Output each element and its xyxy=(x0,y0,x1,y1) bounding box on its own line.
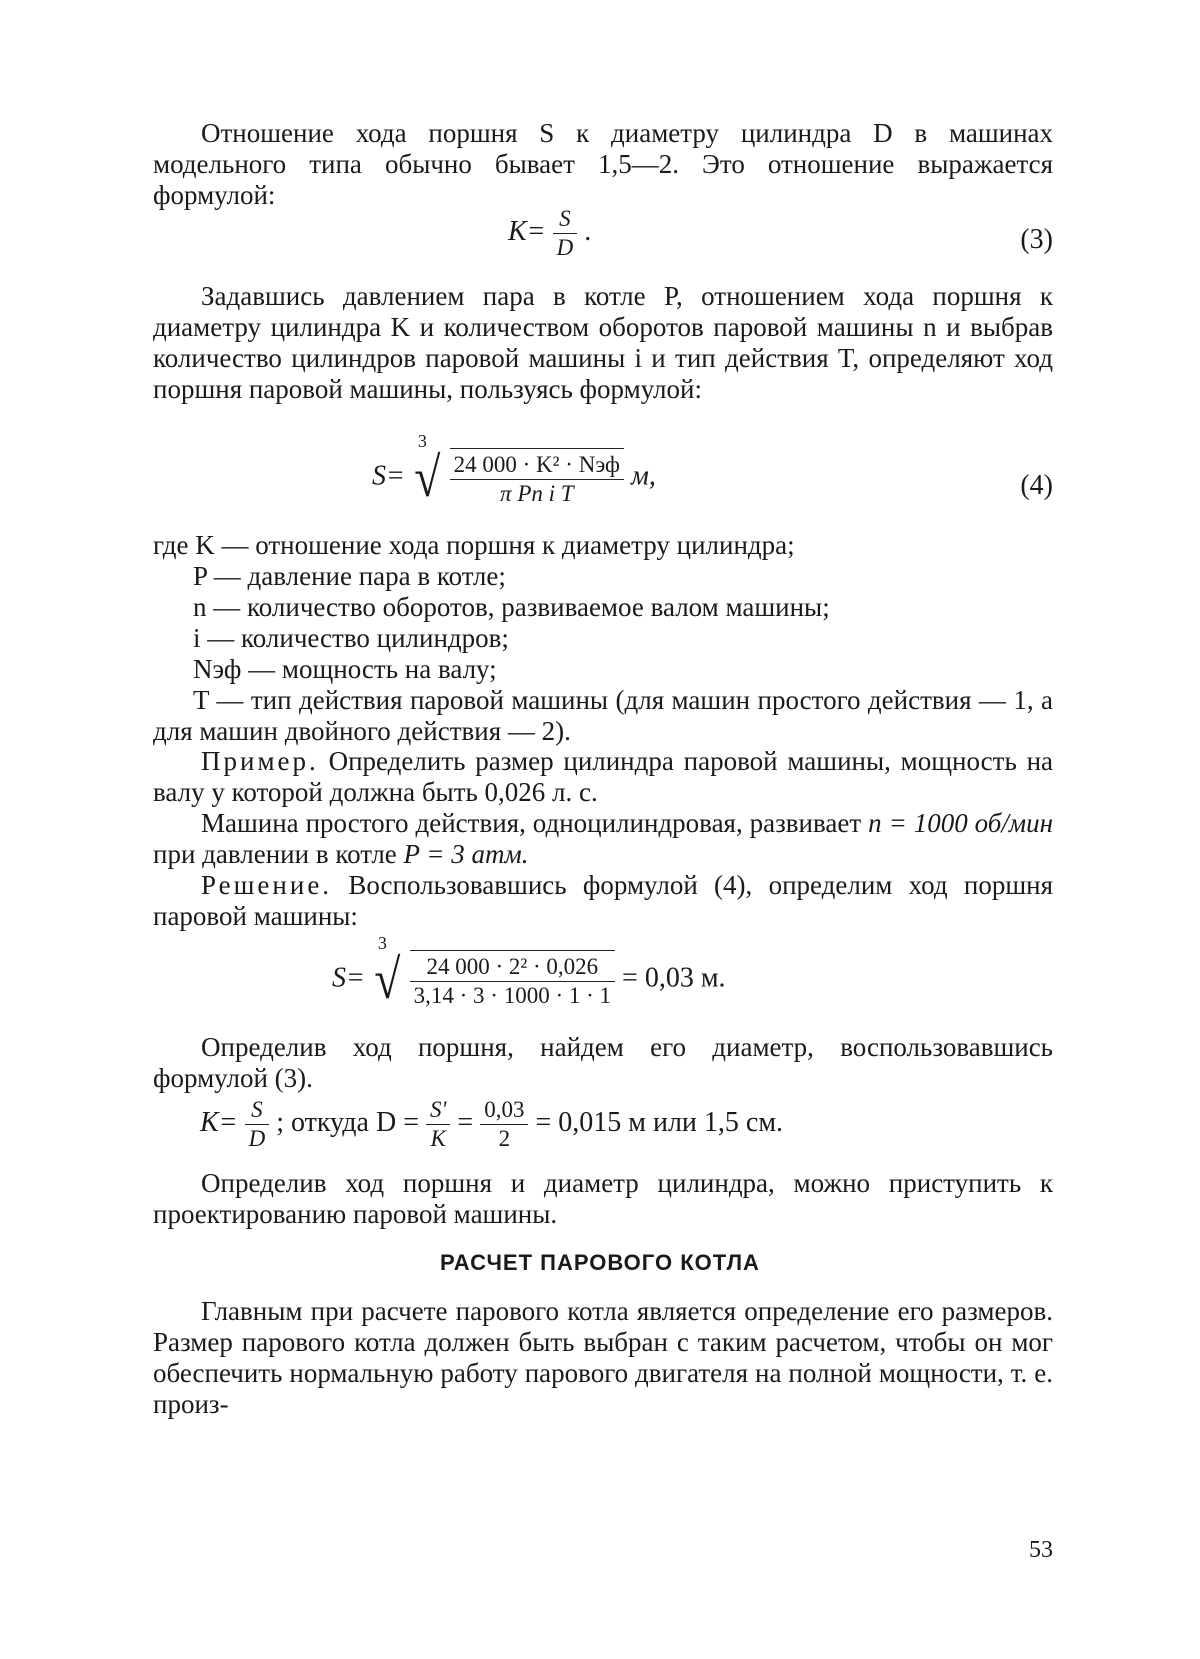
calc-lhs: S= xyxy=(332,962,365,994)
pressure-value: P = 3 атм. xyxy=(403,839,529,869)
definition-i: i — количество цилиндров; xyxy=(193,623,509,653)
formula-diameter xyxy=(200,1096,783,1153)
calc-denominator: 3,14 · 3 · 1000 · 1 · 1 xyxy=(413,983,612,1008)
formula-3-numerator: S xyxy=(553,205,578,234)
definition-n: n — количество оборотов, развиваемое валом машины; xyxy=(193,592,830,622)
solution-text: Воспользовавшись формулой (4), определим ход поршня паровой машины: xyxy=(153,870,1054,931)
rpm-value: n = 1000 об/мин xyxy=(868,808,1054,838)
formula-3-lhs: K= xyxy=(508,215,546,247)
definition-nef: Nэф — мощность на валу; xyxy=(193,654,497,684)
formula-4-fraction xyxy=(450,451,624,508)
formula-4-unit: м, xyxy=(630,460,656,492)
paragraph-stroke-setup: Задавшись давлением пара в котле P, отношением хода поршня к диаметру цилиндра K и количеством оборотов паровой машины n и выбрав количество цилиндров паровой машины i и тип действия T, определяют ход поршня паровой машины, пользуясь формулой: xyxy=(153,281,1053,404)
diam-numerator-2: S' xyxy=(426,1096,450,1125)
solution-label: Решение. xyxy=(201,870,333,900)
page-number: 53 xyxy=(1029,1537,1053,1563)
formula-calculation xyxy=(332,933,726,1011)
formula-3-denominator: D xyxy=(556,235,574,260)
definition-p: P — давление пара в котле; xyxy=(193,561,506,591)
diam-denominator-2: K xyxy=(430,1126,446,1151)
formula-3-fraction xyxy=(553,205,578,262)
diam-numerator-1: S xyxy=(245,1096,270,1125)
diam-denominator-1: D xyxy=(248,1126,266,1151)
root-sign-icon: √ xyxy=(374,949,401,1011)
paragraph-diameter: Определив ход поршня, найдем его диаметр, воспользовавшись формулой (3). xyxy=(153,1032,1053,1093)
diam-result: = 0,015 м или 1,5 см. xyxy=(535,1106,784,1138)
definition-t: T — тип действия паровой машины (для машин простого действия — 1, а для машин двойного действия — 2). xyxy=(153,685,1053,746)
diam-fraction-1 xyxy=(245,1096,270,1153)
section-heading: РАСЧЕТ ПАРОВОГО КОТЛА xyxy=(440,1250,760,1275)
machine-text-2: при давлении в котле xyxy=(153,839,397,869)
formula-4-numerator: 24 000 · K² · Nэф xyxy=(450,451,624,480)
diam-fraction-2 xyxy=(426,1096,450,1153)
paragraph-after: Определив ход поршня и диаметр цилиндра, можно приступить к проектированию паровой машины. xyxy=(153,1168,1053,1229)
formula-4-lhs: S= xyxy=(372,460,405,492)
diam-numerator-3: 0,03 xyxy=(480,1096,528,1125)
paragraph-boiler: Главным при расчете парового котла является определение его размеров. Размер парового котла должен быть выбран с таким расчетом, чтобы он мог обеспечить нормальную работу парового двигателя на полной мощности, т. е. произ- xyxy=(153,1296,1053,1419)
definition-k xyxy=(153,530,1053,561)
formula-3 xyxy=(508,205,591,262)
paragraph-solution xyxy=(153,870,1053,932)
diam-fraction-3 xyxy=(480,1096,528,1153)
calc-radicand xyxy=(410,950,615,1010)
formula-4-number: (4) xyxy=(1020,470,1053,501)
formula-4-denominator: π Pn i T xyxy=(500,481,574,506)
calc-result: = 0,03 м. xyxy=(622,962,726,994)
definitions-list xyxy=(153,530,1053,747)
calc-fraction xyxy=(410,953,615,1010)
example-label: Пример. xyxy=(201,746,319,776)
paragraph-machine xyxy=(153,808,1053,870)
calc-numerator: 24 000 · 2² · 0,026 xyxy=(410,953,615,982)
definition-k-text: K — отношение хода поршня к диаметру цилиндра; xyxy=(195,530,795,560)
formula-4-root-index: 3 xyxy=(417,431,427,451)
formula-3-tail: . xyxy=(584,215,592,247)
diam-eq: = xyxy=(457,1106,474,1138)
diam-mid: ; откуда D = xyxy=(276,1106,419,1138)
diam-lhs: K= xyxy=(200,1106,238,1138)
example-text: Определить размер цилиндра паровой машины, мощность на валу у которой должна быть 0,026 л. с. xyxy=(153,746,1054,807)
root-sign-icon: √ xyxy=(414,447,441,509)
machine-text-1: Машина простого действия, одноцилиндровая, развивает xyxy=(201,808,862,838)
calc-root-index: 3 xyxy=(377,933,387,953)
formula-4-radicand xyxy=(450,448,624,508)
formula-4 xyxy=(372,431,656,509)
calc-root xyxy=(372,933,615,1011)
formula-4-root xyxy=(412,431,624,509)
formula-3-number: (3) xyxy=(1020,224,1053,255)
diam-denominator-3: 2 xyxy=(498,1126,511,1151)
paragraph-stroke-ratio: Отношение хода поршня S к диаметру цилиндра D в машинах модельного типа обычно бывает 1,5—2. Это отношение выражается формулой: xyxy=(153,118,1053,210)
definitions-intro: где xyxy=(153,530,189,560)
paragraph-example xyxy=(153,746,1053,808)
